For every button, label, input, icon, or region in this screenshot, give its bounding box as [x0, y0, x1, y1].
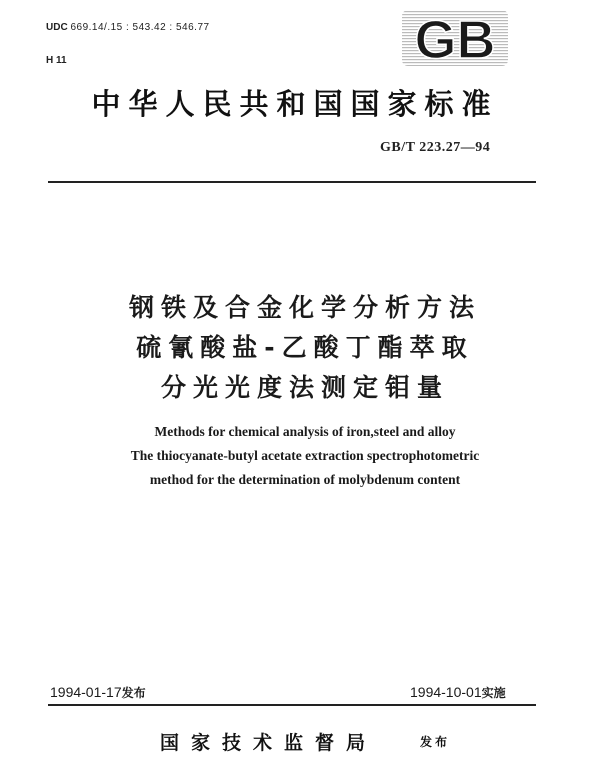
logo-text: GB — [414, 10, 496, 68]
title-en-line-1: Methods for chemical analysis of iron,steel and alloy — [154, 424, 456, 439]
issued-date: 1994-01-17 — [50, 684, 122, 700]
bottom-rule — [48, 704, 536, 706]
top-rule — [48, 181, 536, 183]
effective-date-block — [410, 684, 506, 701]
standard-code: GB/T 223.27—94 — [380, 140, 491, 155]
publish-label: 发布 — [420, 735, 451, 749]
ccs-code: H 11 — [46, 55, 67, 66]
title-cn-line-1: 钢铁及合金化学分析方法 — [128, 293, 481, 322]
national-standard-heading: 中华人民共和国国家标准 — [91, 87, 499, 121]
udc-code: 669.14/.15 : 543.42 : 546.77 — [70, 22, 210, 33]
effective-label: 实施 — [481, 686, 506, 700]
gb-logo — [400, 8, 510, 68]
effective-date: 1994-10-01 — [410, 684, 482, 700]
udc-label: UDC — [46, 22, 68, 33]
issued-date-block — [50, 684, 146, 701]
issued-label: 发布 — [121, 686, 146, 700]
title-cn-line-3: 分光光度法测定钼量 — [160, 373, 449, 402]
publisher-name: 国家技术监督局 — [160, 732, 378, 754]
title-cn-line-2: 硫氰酸盐-乙酸丁酯萃取 — [136, 333, 474, 362]
title-en-line-3: method for the determination of molybdenum content — [149, 472, 461, 487]
classification-block — [46, 0, 210, 77]
title-en-line-2: The thiocyanate-butyl acetate extraction spectrophotometric — [130, 448, 480, 463]
